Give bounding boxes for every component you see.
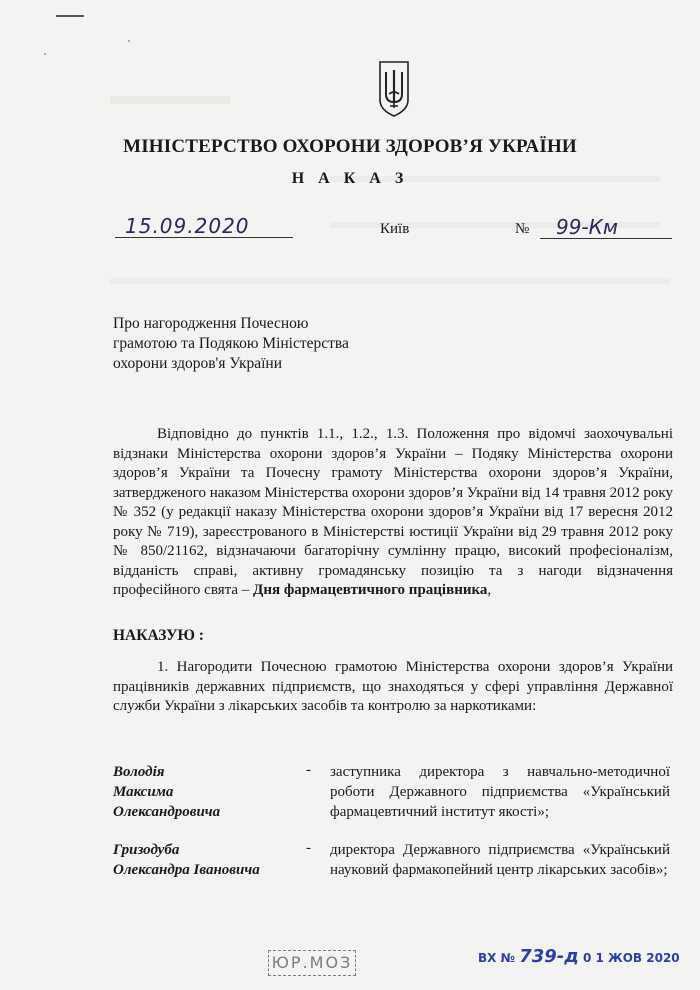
dash: - — [306, 762, 311, 778]
reg-date: 0 1 ЖОВ 2020 — [582, 951, 680, 965]
number-handwritten: 99-Км — [556, 215, 618, 239]
name-line: Максима — [113, 784, 174, 800]
ministry-heading: МІНІСТЕРСТВО ОХОРОНИ ЗДОРОВ’Я УКРАЇНИ — [123, 136, 577, 157]
ukraine-trident-icon — [374, 58, 414, 118]
reg-prefix: ВХ № — [478, 951, 516, 965]
awardee-role: заступника директора з навчально-методичної роботи Державного підприємства «Український фармацевтичний інститут якості»; — [330, 764, 670, 820]
order-title: Н А К А З — [291, 170, 409, 187]
subject-line: Про нагородження Почесною — [113, 315, 309, 332]
bleed-through — [110, 278, 670, 304]
number-line — [540, 238, 672, 239]
nakazuyu-heading: НАКАЗУЮ : — [113, 627, 204, 644]
preamble-paragraph — [113, 425, 673, 601]
awardee-name — [113, 762, 293, 822]
date-handwritten: 15.09.2020 — [125, 214, 250, 238]
preamble-text: Відповідно до пунктів 1.1., 1.2., 1.3. Положення про відомчі заохочувальні відзнаки Міністерства охорони здоров’я України – Подяку Міністерства охорони здоров’я України та Почесну грамоту Міністерства охорони здоров’я України, затвердженого наказом Міністерства охорони здоров’я України від 14 травня 2012 року № 352 (у редакції наказу Міністерства охорони здоров’я України від 17 вересня 2012 року № 719), зареєстрованого в Міністерстві юстиції України від 29 травня 2012 року № 850/21162, відзначаючи багаторічну сумлінну працю, високий професіоналізм, відданість справі, активну громадянську позицію та з нагоди відзначення професійного свята – — [113, 426, 673, 598]
scan-speck — [44, 53, 46, 55]
name-line: Олександра Івановича — [113, 862, 260, 878]
point-1-paragraph — [113, 658, 673, 717]
name-line: Олександровича — [113, 804, 221, 820]
scan-mark — [56, 15, 84, 17]
name-line: Гризодуба — [113, 842, 180, 858]
awardee-name — [113, 840, 293, 880]
city: Київ — [380, 221, 410, 237]
scan-speck — [128, 40, 130, 42]
subject-line: охорони здоров'я України — [113, 355, 283, 372]
dash: - — [306, 840, 311, 856]
preamble-end: , — [487, 582, 492, 598]
subject-line: грамотою та Подякою Міністерства — [113, 335, 349, 352]
point-1-text: 1. Нагородити Почесною грамотою Міністерства охорони здоров’я України працівників державних підприємств, що знаходяться у сфері управління Державної служби України з лікарських засобів та контролю за наркотиками: — [113, 659, 673, 714]
number-label: № — [515, 221, 530, 237]
awardee-role: директора Державного підприємства «Український науковий фармакопейний центр лікарських засобів»; — [330, 842, 670, 878]
date-line — [115, 236, 293, 238]
reg-number-handwritten: 739-д — [519, 946, 579, 967]
registration-stamp — [478, 946, 680, 967]
holiday-name: Дня фармацевтичного працівника — [253, 582, 488, 598]
legal-dept-stamp: ЮР.МОЗ — [268, 950, 356, 976]
name-line: Володія — [113, 764, 165, 780]
order-subject — [113, 314, 349, 374]
